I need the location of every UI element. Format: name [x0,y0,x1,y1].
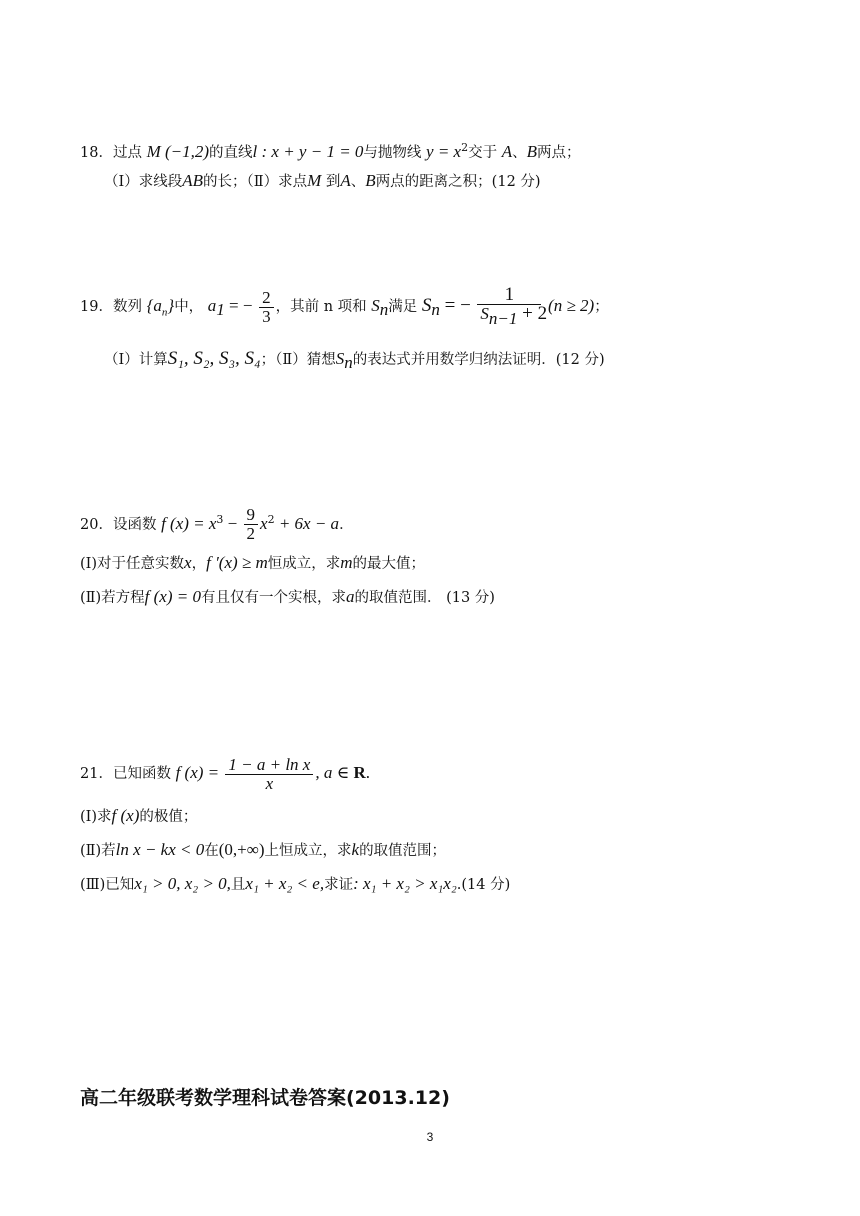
fraction-nine-halves: $\frac{9}{2}$ [244,506,259,543]
page-number: 3 [426,1130,434,1144]
problem-19-line-1: 19．数列 $\{a_n\}$中， $a_1$ = − $\frac{2}{3}$ ，其前 n 项和 $S_n$满足 $S_n$ = − $\frac{1}{S_{n-1} + 2}$ (n ≥ 2)； [80,284,609,328]
problem-20-line-2: (Ⅰ)对于任意实数x，f ′(x) ≥ m恒成立，求m的最大值； [80,553,426,572]
sequence-notation: $\{a_n\}$ [146,296,175,319]
problem-21-line-2: (Ⅰ)求f (x)的极值； [80,806,198,825]
function-fraction: $\frac{\text{1 − a + ln x}}{x}$ [225,756,313,793]
problem-20-line-3: (Ⅱ)若方程f (x) = 0有且仅有一个实根，求a的取值范围． (13 分) [80,587,495,606]
problem-21-line-1: 21．已知函数 f (x) = $\frac{\text{1 − a + ln x}}{x}$ , a ∈ R. [80,754,370,793]
problem-19-line-2: （Ⅰ）计算S₁, S₂, S₃, S₄；（Ⅱ）猜想$S_n$的表达式并用数学归纳法证明．(12 分) [104,348,605,372]
problem-18-line-1: 18．过点 M (−1,2)的直线l : x + y − 1 = 0与抛物线 $y = x^2$交于 A、B两点； [80,141,581,161]
recurrence-fraction: $\frac{1}{S_{n-1} + 2}$ [477,286,541,328]
problem-20-line-1: 20．设函数 f $(x) = x^3$ − $\frac{9}{2}$ $x^2 + 6x - a$． [80,505,354,544]
fraction-two-thirds: $\frac{2}{3}$ [259,289,274,326]
answer-section-title: 高二年级联考数学理科试卷答案(2013.12) [80,1087,450,1109]
problem-18-line-2: （Ⅰ）求线段AB的长；（Ⅱ）求点M 到A、B两点的距离之积；(12 分) [104,171,541,190]
problem-21-line-3: (Ⅱ)若ln x − kx < 0在(0,+∞)上恒成立，求k的取值范围； [80,840,447,859]
problem-21-line-4: (Ⅲ)已知x₁ > 0, x₂ > 0,且x₁ + x₂ < e,求证: x₁ + x₂ > x₁x₂.(14 分) [80,874,511,893]
